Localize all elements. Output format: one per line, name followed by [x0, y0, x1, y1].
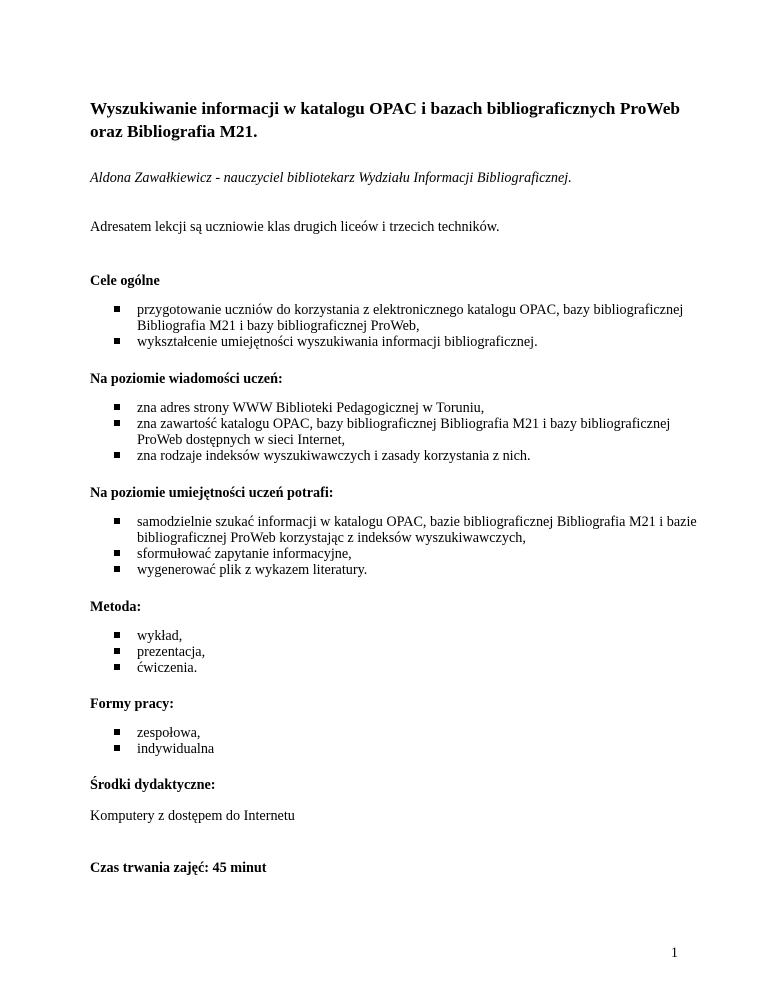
goals-heading: Cele ogólne: [90, 273, 160, 289]
document-title: Wyszukiwanie informacji w katalogu OPAC i bazach bibliograficznych ProWeb oraz Bibliografia M21.: [90, 99, 680, 141]
list-item: wykształcenie umiejętności wyszukiwania informacji bibliograficznej.: [90, 334, 697, 350]
bullet-icon: [114, 404, 120, 410]
page-number: 1: [670, 945, 678, 961]
tools-section: [90, 776, 690, 825]
tools-heading: Środki dydaktyczne:: [90, 777, 216, 793]
forms-heading: Formy pracy:: [90, 696, 174, 712]
bullet-icon: [114, 648, 120, 654]
list-item: ćwiczenia.: [90, 660, 697, 676]
author-line: Aldona Zawałkiewicz - nauczyciel bibliotekarz Wydziału Informacji Bibliograficznej.: [90, 170, 572, 186]
list-item: prezentacja,: [90, 644, 697, 660]
bullet-icon: [114, 664, 120, 670]
tools-text: Komputery z dostępem do Internetu: [90, 808, 295, 824]
list-item: zna adres strony WWW Biblioteki Pedagogicznej w Toruniu,: [90, 400, 697, 416]
bullet-icon: [114, 632, 120, 638]
list-item: zna rodzaje indeksów wyszukiwawczych i zasady korzystania z nich.: [90, 448, 697, 464]
skills-heading: Na poziomie umiejętności uczeń potrafi:: [90, 485, 334, 501]
bullet-icon: [114, 550, 120, 556]
skills-section: [90, 484, 697, 578]
skills-list: [90, 514, 697, 578]
list-item: wykład,: [90, 628, 697, 644]
bullet-icon: [114, 420, 120, 426]
goals-list: [90, 302, 690, 350]
list-item: indywidualna: [90, 741, 697, 757]
list-item: samodzielnie szukać informacji w katalogu OPAC, bazie bibliograficznej Bibliografia M21 i bazie bibliograficznej ProWeb korzystając z indeksów wyszukiwawczych,: [90, 514, 697, 546]
bullet-icon: [114, 518, 120, 524]
list-item: sformułować zapytanie informacyjne,: [90, 546, 697, 562]
knowledge-list: [90, 400, 690, 464]
duration-line: Czas trwania zajęć: 45 minut: [90, 860, 267, 876]
bullet-icon: [114, 729, 120, 735]
method-section: [90, 598, 690, 676]
bullet-icon: [114, 566, 120, 572]
forms-section: [90, 695, 690, 757]
bullet-icon: [114, 306, 120, 312]
list-item: zespołowa,: [90, 725, 697, 741]
knowledge-heading: Na poziomie wiadomości uczeń:: [90, 371, 283, 387]
knowledge-section: [90, 370, 690, 464]
list-item: wygenerować plik z wykazem literatury.: [90, 562, 697, 578]
audience-line: Adresatem lekcji są uczniowie klas drugich liceów i trzecich techników.: [90, 219, 500, 235]
list-item: zna zawartość katalogu OPAC, bazy bibliograficznej Bibliografia M21 i bazy bibliograficznej ProWeb dostępnych w sieci Internet,: [90, 416, 697, 448]
bullet-icon: [114, 452, 120, 458]
list-item: przygotowanie uczniów do korzystania z elektronicznego katalogu OPAC, bazy bibliograficznej Bibliografia M21 i bazy bibliograficznej ProWeb,: [90, 302, 697, 334]
bullet-icon: [114, 745, 120, 751]
bullet-icon: [114, 338, 120, 344]
method-heading: Metoda:: [90, 599, 142, 615]
goals-section: [90, 272, 690, 350]
forms-list: [90, 725, 690, 757]
method-list: [90, 628, 690, 676]
